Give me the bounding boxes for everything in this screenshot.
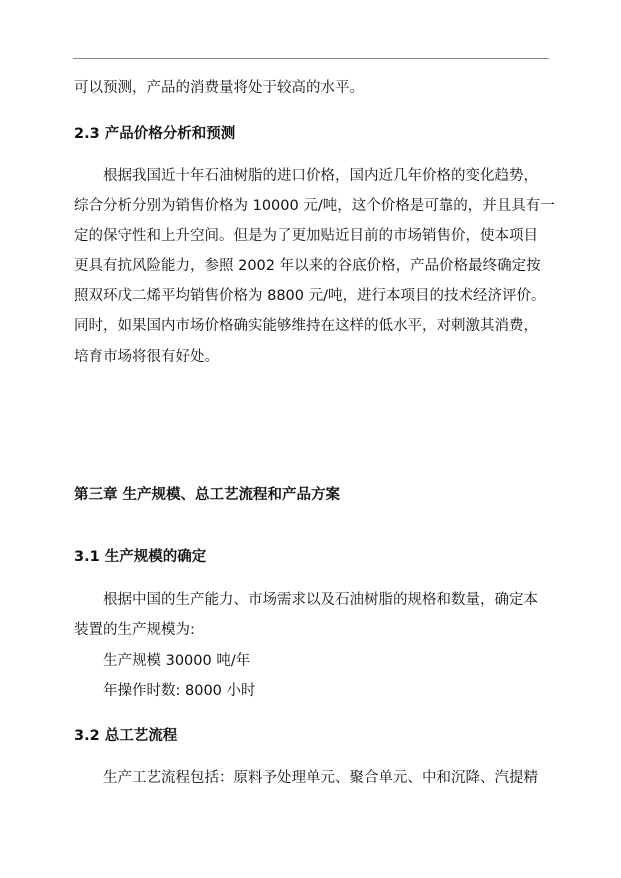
production-scale: 生产规模 30000 吨/年 (103, 653, 251, 669)
paragraph-line: 根据中国的生产能力、市场需求以及石油树脂的规格和数量，确定本 (103, 592, 538, 608)
paragraph-line: 综合分析分别为销售价格为 10000 元/吨，这个价格是可靠的，并且具有一 (74, 198, 555, 214)
paragraph-line: 定的保守性和上升空间。但是为了更加贴近目前的市场销售价，使本项目 (74, 228, 538, 244)
section-3-2-heading: 3.2 总工艺流程 (74, 728, 178, 744)
paragraph-line: 同时，如果国内市场价格确实能够维持在这样的低水平，对刺激其消费， (74, 318, 538, 334)
paragraph-line: 培育市场将很有好处。 (74, 349, 219, 365)
operating-hours: 年操作时数: 8000 小时 (103, 683, 256, 699)
paragraph-line: 生产工艺流程包括：原料予处理单元、聚合单元、中和沉降、汽提精 (103, 770, 538, 786)
section-3-1-heading: 3.1 生产规模的确定 (74, 549, 207, 565)
paragraph-line: 更具有抗风险能力，参照 2002 年以来的谷底价格，产品价格最终确定按 (74, 258, 541, 274)
paragraph-line: 装置的生产规模为: (74, 622, 195, 638)
paragraph-line: 照双环戊二烯平均销售价格为 8800 元/吨，进行本项目的技术经济评价。 (74, 288, 546, 304)
header-rule (73, 58, 549, 59)
section-2-3-heading: 2.3 产品价格分析和预测 (74, 126, 236, 142)
intro-line: 可以预测，产品的消费量将处于较高的水平。 (74, 80, 364, 96)
paragraph-line: 根据我国近十年石油树脂的进口价格，国内近几年价格的变化趋势， (103, 168, 538, 184)
chapter-3-heading: 第三章 生产规模、总工艺流程和产品方案 (74, 487, 341, 503)
